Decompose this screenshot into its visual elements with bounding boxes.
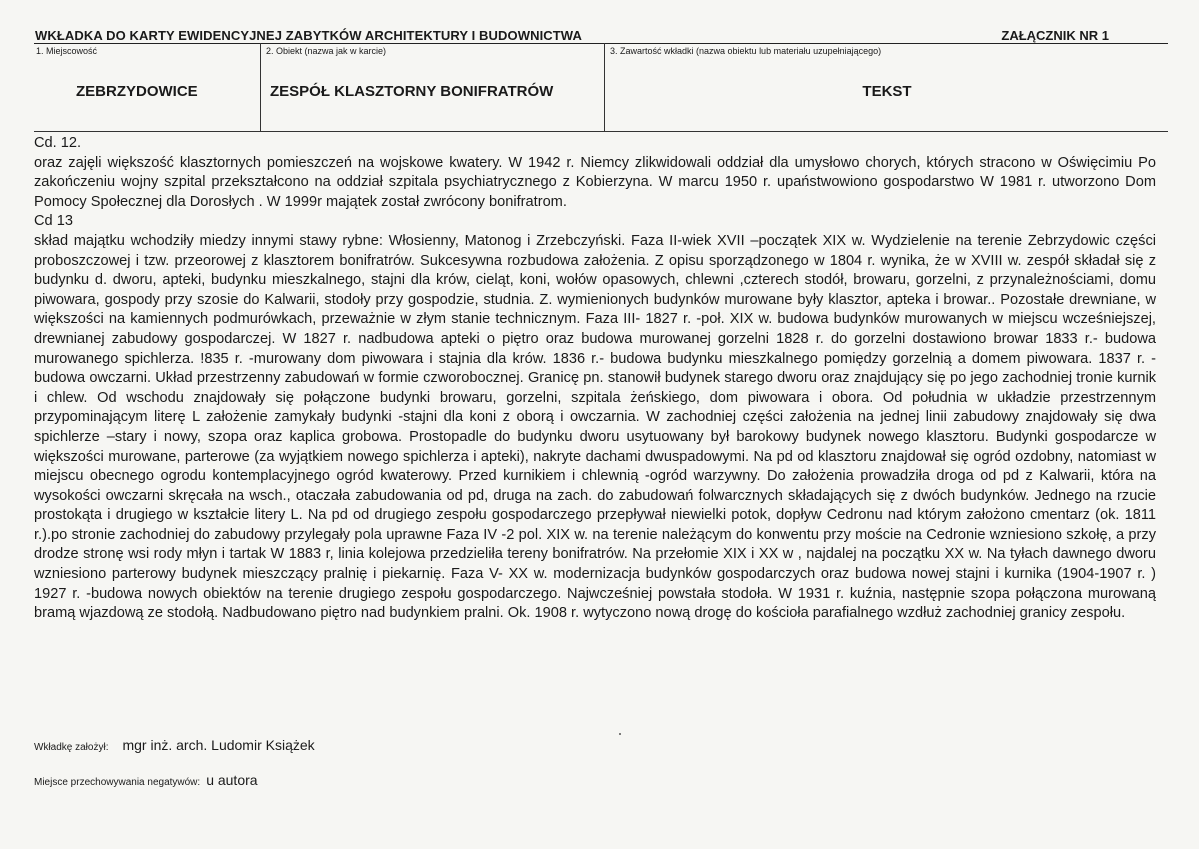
content-cell	[604, 43, 1169, 131]
storage-label: Miejsce przechowywania negatywów:	[34, 777, 201, 788]
author-label: Wkładkę założył:	[34, 742, 109, 753]
content-value: TEKST	[862, 83, 912, 100]
header-fields-table	[34, 43, 1168, 132]
content-label: 3. Zawartość wkładki (nazwa obiektu lub materiału uzupełniającego)	[610, 46, 882, 56]
author-line	[34, 737, 315, 755]
object-value: ZESPÓŁ KLASZTORNY BONIFRATRÓW	[270, 83, 554, 100]
fields-divider	[34, 131, 1168, 132]
annex-label: ZAŁĄCZNIK NR 1	[1001, 28, 1109, 43]
object-label: 2. Obiekt (nazwa jak w karcie)	[266, 46, 387, 56]
locality-cell	[34, 43, 259, 131]
continuation-heading: Cd. 12.	[34, 135, 82, 151]
locality-value: ZEBRZYDOWICE	[76, 83, 198, 100]
author-value: mgr inż. arch. Ludomir Książek	[122, 737, 315, 753]
document-body	[34, 134, 1156, 624]
body-paragraph: skład majątku wchodziły miedzy innymi stawy rybne: Włosienny, Matonog i Zrzebczyński. Faza II-wiek XVII –początek XIX w. Wydzielenie na terenie Zebrzydowic części proboszczowej i tzw. przeorowej z klasztorem bonifratrów. Sukcesywna rozbudowa założenia. Z opisu sporządzonego w 1804 r. wynika, że w XVIII w. zespół składał się z budynku d. dworu, apteki, budynku mieszkalnego, stajni dla krów, cieląt, koni, wołów opasowych, chlewni ,czterech stodół, browaru, gorzelni, z przynależnościami, domu piwowara, gospody przy szosie do Kalwarii, stodoły przy gospodzie, studnia. Z. wymienionych budynków murowane były klasztor, apteka i browar.. Pozostałe drewniane, w większości na kamiennych podmurówkach, przeważnie w złym stanie technicznym. Faza III- 1827 r. -poł. XIX w. budowa budynków murowanych w miejscu wcześniejszej, drewnianej zabudowy gospodarczej. W 1827 r. nadbudowa apteki o piętro oraz budowa murowanej gorzelni 1828 r. do gorzelni dostawiono browar 1833 r.- budowa murowanego spichlerza. !835 r. -murowany dom piwowara i stajnia dla krów. 1836 r.- budowa budynku mieszkalnego pomiędzy gorzelnią a domem piwowara. 1837 r. - budowa owczarni. Układ przestrzenny zabudowań w formie czworobocznej. Granicę pn. stanowił budynek starego dworu oraz znajdujący się po jego zachodniej tronie kurnik i chlew. Od wschodu znajdowały się połączone budynki browaru, gorzelni, szpitala żeńskiego, dom piwowara i obora. Od południa w układzie przestrzennym przypominającym literę L założenie zamykały budynki -stajni dla koni z oborą i owczarnia. W zachodniej części założenia na jednej linii zabudowy znajdowały się dwa spichlerze –stary i nowy, szopa oraz kaplica grobowa. Prostopadle do budynku dworu usytuowany był barokowy budynek nowego klasztoru. Budynki gospodarcze w większości murowane, parterowe (za wyjątkiem nowego spichlerza i apteki), nakryte dachami dwuspadowymi. Na pd od klasztoru znajdował się ogród ozdobny, natomiast w miejscu obecnego ogrodu kontemplacyjnego ogród kwaterowy. Przed kurnikiem i chlewnią -ogród warzywny. Do założenia prowadziła droga od pd z Kalwarii, która na wysokości owczarni skręcała na wsch., otaczała zabudowania od pd, druga na zach. do zabudowań folwarcznych składających się z dwóch budynków. Jednego na rzucie prostokąta i drugiego w kształcie litery L. Na pd od drugiego zespołu gospodarczego przepływał niewielki potok, dopływ Cedronu nad którym założono cmentarz (ok. 1811 r.).po stronie zachodniej do zabudowy przylegały pola uprawne Faza IV -2 pol. XIX w. na terenie należącym do konwentu przy moście na Cedronie wzniesiono szkołę, a przy drodze stronę wsi rody młyn i tartak W 1883 r, linia kolejowa przedzieliła tereny bonifratrów. Na przełomie XIX i XX w , najdalej na początku XX w. Na tyłach dawnego dworu wzniesiono parterowy budynek mieszczący pralnię i piekarnię. Faza V- XX w. modernizacja budynków gospodarczych oraz budowa nowej stajni i kurnika (1904-1907 r. ) 1927 r. -budowa nowych obiektów na terenie drugiego zespołu gospodarczego. Najwcześniej powstała stodoła. W 1931 r. kuźnia, następnie szopa połączona murowaną bramą wjazdową ze stodołą. Nadbudowano piętro nad budynkiem pralni. Ok. 1908 r. wytyczono nową drogę do kościoła parafialnego wzdłuż zachodniej granicy zespołu.	[34, 232, 1156, 622]
continuation-heading: Cd 13	[34, 213, 73, 230]
body-paragraph: oraz zajęli większość klasztornych pomieszczeń na wojskowe kwatery. W 1942 r. Niemcy zlikwidowali oddział dla umysłowo chorych, których stracono w Oświęcimiu Po zakończeniu wojny szpital przekształcono na oddział szpitala psychiatrycznego z Kobierzyna. W marcu 1950 r. upaństwowiono gospodarstwo W 1981 r. utworzono Dom Pomocy Społecznej dla Dorosłych . W 1999r majątek został zwrócony bonifratrom.	[34, 154, 1156, 210]
scan-speck	[619, 733, 621, 735]
storage-line	[34, 772, 258, 790]
document-title: WKŁADKA DO KARTY EWIDENCYJNEJ ZABYTKÓW ARCHITEKTURY I BUDOWNICTWA	[35, 28, 582, 43]
locality-label: 1. Miejscowość	[36, 46, 98, 56]
storage-value: u autora	[206, 772, 258, 788]
object-cell	[260, 43, 604, 131]
